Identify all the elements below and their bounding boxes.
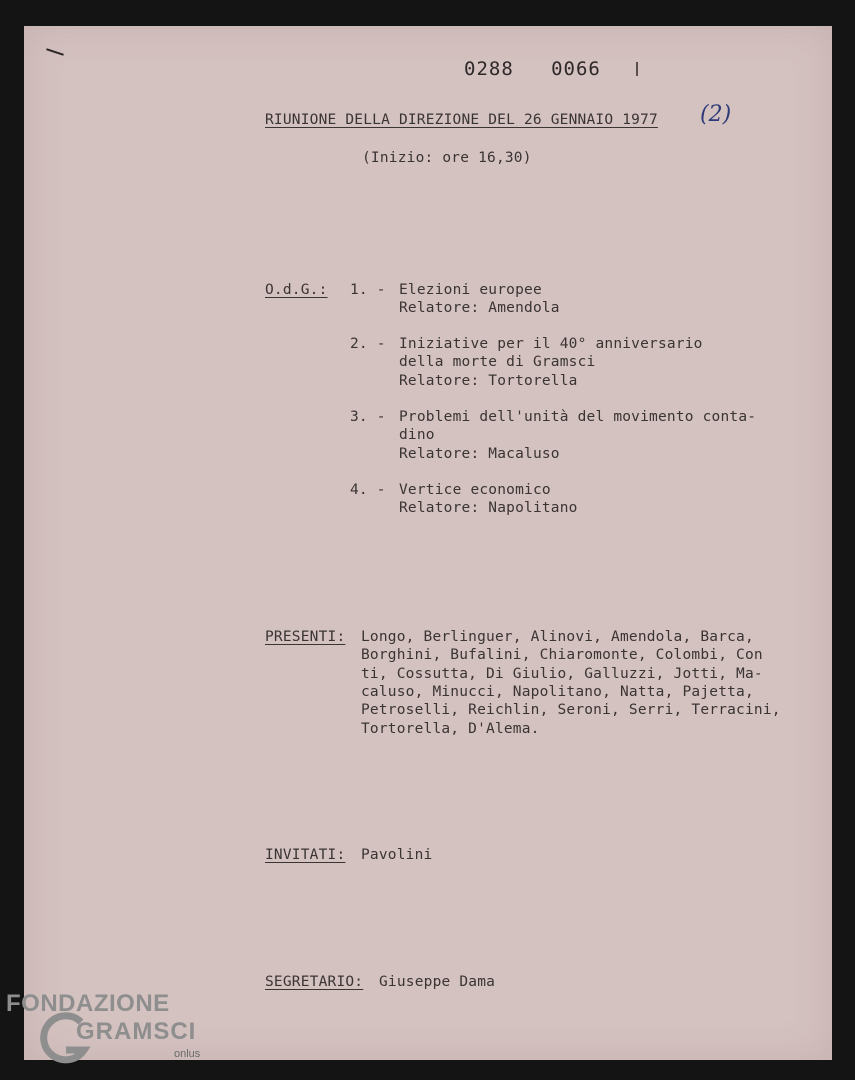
agenda-label: O.d.G.:	[265, 282, 328, 298]
meeting-title: RIUNIONE DELLA DIREZIONE DEL 26 GENNAIO 1977	[265, 112, 658, 128]
agenda-item-text: Vertice economico	[399, 482, 551, 498]
secretary-value: Giuseppe Dama	[379, 974, 496, 990]
agenda-item-number: 2. -	[350, 336, 386, 352]
present-line: ti, Cossutta, Di Giulio, Galluzzi, Jotti, Ma-	[361, 666, 763, 682]
agenda-item-text: Elezioni europee	[399, 282, 542, 298]
document-page	[24, 26, 832, 1060]
present-line: Tortorella, D'Alema.	[361, 721, 540, 737]
document-number: 0288 0066	[464, 58, 601, 80]
agenda-item-number: 1. -	[350, 282, 386, 298]
ink-mark-small	[636, 62, 638, 76]
start-time: (Inizio: ore 16,30)	[362, 150, 532, 166]
logo-line-2: GRAMSCI	[76, 1018, 197, 1045]
invited-value: Pavolini	[361, 847, 433, 863]
fondazione-gramsci-logo	[6, 990, 216, 1070]
present-label: PRESENTI:	[265, 629, 346, 645]
agenda-item-rapporteur: Relatore: Tortorella	[399, 373, 578, 389]
agenda-item-rapporteur: Relatore: Macaluso	[399, 446, 560, 462]
present-line: caluso, Minucci, Napolitano, Natta, Pajetta,	[361, 684, 754, 700]
agenda-item-text: Problemi dell'unità del movimento conta-	[399, 409, 757, 425]
agenda-item-text: della morte di Gramsci	[399, 354, 596, 370]
agenda-item-rapporteur: Relatore: Amendola	[399, 300, 560, 316]
agenda-item-text: Iniziative per il 40° anniversario	[399, 336, 703, 352]
agenda-item-rapporteur: Relatore: Napolitano	[399, 500, 578, 516]
present-line: Longo, Berlinguer, Alinovi, Amendola, Barca,	[361, 629, 754, 645]
secretary-label: SEGRETARIO:	[265, 974, 364, 990]
present-line: Petroselli, Reichlin, Seroni, Serri, Terracini,	[361, 702, 781, 718]
handwritten-number: (2)	[700, 102, 732, 127]
agenda-item-text: dino	[399, 427, 435, 443]
ink-mark	[46, 48, 64, 55]
logo-line-1: FONDAZIONE	[6, 990, 170, 1017]
agenda-item-number: 3. -	[350, 409, 386, 425]
invited-label: INVITATI:	[265, 847, 346, 863]
agenda-item-number: 4. -	[350, 482, 386, 498]
logo-line-3: onlus	[174, 1048, 201, 1060]
present-line: Borghini, Bufalini, Chiaromonte, Colombi, Con	[361, 647, 763, 663]
